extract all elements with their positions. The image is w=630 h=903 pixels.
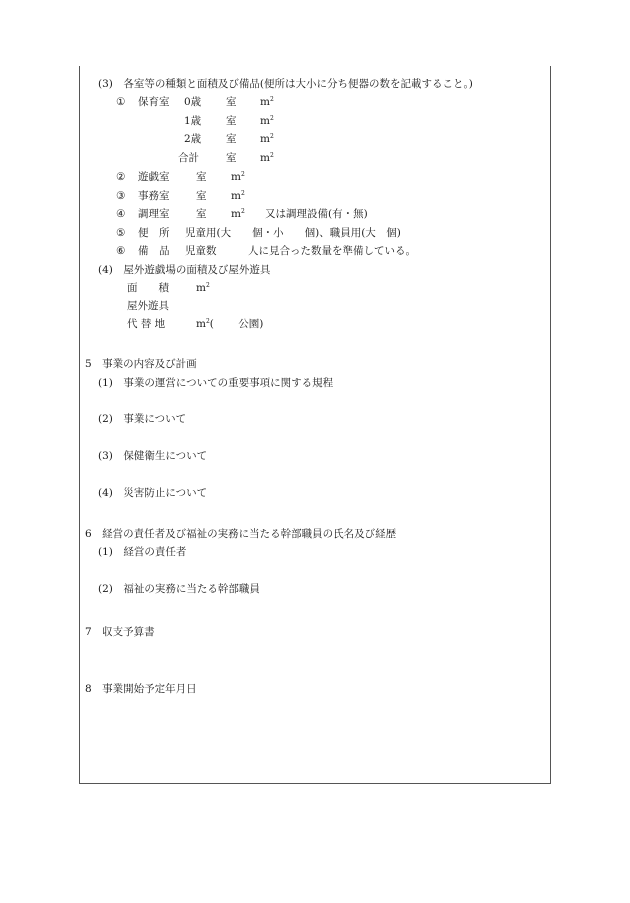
section-8-heading: 8 事業開始予定年月日 — [85, 683, 197, 695]
yugi-room: 室 — [196, 171, 207, 183]
outdoor-equipment-label: 屋外遊具 — [127, 300, 169, 312]
chori-label: 調理室 — [138, 208, 170, 220]
outdoor-area-unit: $m^2$ — [196, 282, 210, 294]
benjo-label: 便 所 — [138, 227, 170, 239]
section-5-item-4: (4) 災害防止について — [98, 487, 208, 499]
hoiku-age0: 0歳 — [184, 96, 202, 108]
hoiku-age2-area: $m^2$ — [260, 133, 274, 145]
jimu-room: 室 — [196, 190, 207, 202]
section-5-heading: 5 事業の内容及び計画 — [85, 358, 197, 370]
bihin-text: 児童数 人に見合った数量を準備している。 — [185, 245, 416, 257]
chori-room: 室 — [196, 208, 207, 220]
section-5-item-1: (1) 事業の運営についての重要事項に関する規程 — [98, 377, 334, 389]
chori-area: $m^2$ — [231, 208, 245, 220]
jimu-area: $m^2$ — [231, 190, 245, 202]
hoiku-age2: 2歳 — [184, 133, 202, 145]
yugi-area: $m^2$ — [231, 171, 245, 183]
alternative-site-label: 代 替 地 — [127, 318, 166, 330]
section-6-heading: 6 経営の責任者及び福祉の実務に当たる幹部職員の氏名及び経歴 — [85, 528, 397, 540]
yugi-num: ② — [116, 171, 126, 183]
chori-num: ④ — [116, 208, 126, 220]
jimu-num: ③ — [116, 190, 126, 202]
hoiku-age2-room: 室 — [226, 133, 237, 145]
benjo-text: 児童用(大 個・小 個)、職員用(大 個) — [185, 227, 401, 239]
hoiku-num: ① — [116, 96, 126, 108]
section-6-item-1: (1) 経営の責任者 — [98, 546, 187, 558]
hoiku-label: 保育室 — [138, 96, 170, 108]
hoiku-total-room: 室 — [226, 152, 237, 164]
hoiku-age1-area: $m^2$ — [260, 115, 274, 127]
section-5-item-3: (3) 保健衛生について — [98, 450, 208, 462]
section-6-item-2: (2) 福祉の実務に当たる幹部職員 — [98, 583, 260, 595]
hoiku-total: 合計 — [178, 152, 199, 164]
section-3-heading: (3) 各室等の種類と面積及び備品(便所は大小に分ち便器の数を記載すること。) — [98, 78, 473, 90]
bihin-label: 備 品 — [138, 245, 170, 257]
section-5-item-2: (2) 事業について — [98, 413, 187, 425]
hoiku-age0-area: $m^2$ — [260, 96, 274, 108]
alternative-site-value: $m^2$( 公園) — [196, 318, 264, 330]
section-4-heading: (4) 屋外遊戯場の面積及び屋外遊具 — [98, 264, 271, 276]
yugi-label: 遊戯室 — [138, 171, 170, 183]
chori-equipment: 又は調理設備(有・無) — [265, 208, 368, 220]
section-7-heading: 7 収支予算書 — [85, 626, 155, 638]
outdoor-area-label: 面 積 — [127, 282, 169, 294]
hoiku-age1: 1歳 — [184, 115, 202, 127]
hoiku-age1-room: 室 — [226, 115, 237, 127]
hoiku-age0-room: 室 — [226, 96, 237, 108]
bihin-num: ⑥ — [116, 245, 126, 257]
hoiku-total-area: $m^2$ — [260, 152, 274, 164]
jimu-label: 事務室 — [138, 190, 170, 202]
benjo-num: ⑤ — [116, 227, 126, 239]
